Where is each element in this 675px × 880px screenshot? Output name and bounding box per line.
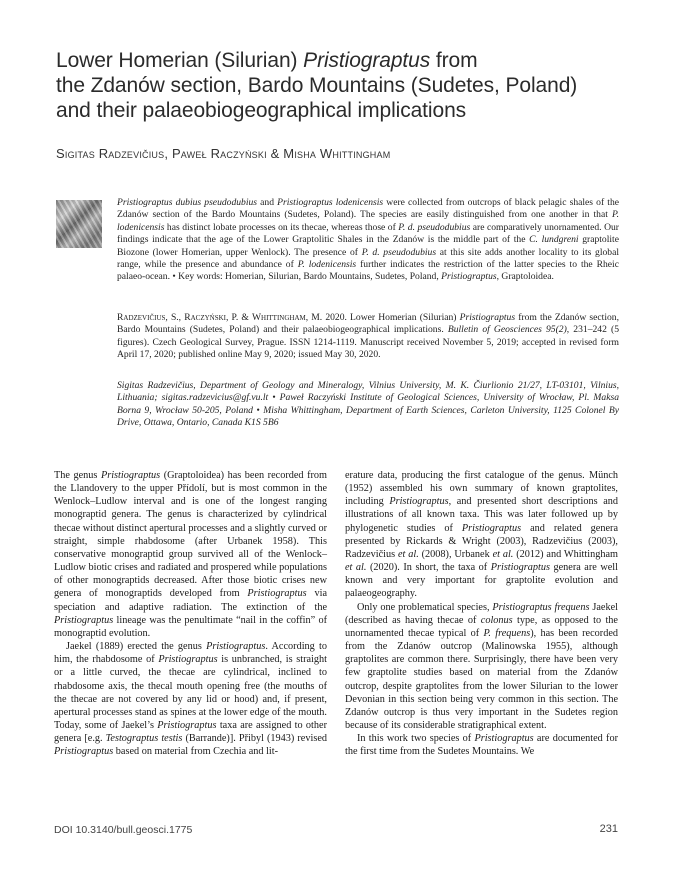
affiliation-text: Sigitas Radzevičius, Department of Geology and Mineralogy, Vilnius University, M. K. Čiurlionio 21/27, LT-03101, Vilnius, Lithuania; sigitas.radzevicius@gf.vu.lt • Paweł Raczyński Institute of Geological Sciences, University of Wrocław, Pl. Maksa Borna 9, Wrocław 50-205, Poland • Misha Whittingham, Department of Earth Sciences, Carleton University, 1125 Colonel By Drive, Ottawa, Ontario, Canada K1S 5B6 <box>117 380 619 429</box>
paragraph <box>345 732 618 758</box>
italic-term: Pristiograptus <box>157 719 217 731</box>
paragraph <box>54 640 327 758</box>
italic-term: Pristiograptus <box>100 470 161 481</box>
italic-term: Pristiograptus <box>158 654 218 666</box>
title-text: from <box>430 49 478 72</box>
text-run: In this work two species of <box>357 733 475 745</box>
citation-genus: Pristiograptus <box>459 312 516 323</box>
text-run: (Graptoloidea) has been recorded from the Llandovery to the upper Přídolí, but is most common in the Wenlock–Ludlow interval and is one of the longest ranging monograptid genera. The genus is characterized by cylindrical thecae without distinct apertural processes and a slightly curved or straight, simple rhabdosome (after Urbanek 1958). This conservative monograptid group survived all of the Wenlock–Ludlow biotic crises and radiated and prospered while populations of other monograptids decreased. After those biotic crises new genera of monograptids developed from <box>54 470 327 600</box>
citation-author: Whittingham <box>251 312 306 323</box>
body-column-right <box>345 469 618 758</box>
text-run: (2012) and Whittingham <box>513 548 619 560</box>
italic-term: Pristiograptus <box>247 588 307 600</box>
text-run: (2020). In short, the taxa of <box>366 562 491 574</box>
abstract-text: and <box>257 197 278 208</box>
abstract <box>117 197 619 284</box>
italic-term: et al. <box>492 548 514 560</box>
text-run: taxa are assigned to other genera [e.g. <box>54 719 327 745</box>
species-name: P. lodenicensis <box>117 209 619 233</box>
page-number: 231 <box>599 823 618 835</box>
citation-text: from the Zdanów section, Bardo Mountains (Sudetes, Poland) and their palaeobiogeographical implications. <box>117 312 619 336</box>
abstract-text: graptolite Biozone (lower Homerian, upper Wenlock). The presence of <box>117 234 619 258</box>
text-run: lineage was the penultimate “nail in the coffin” of monograptid evolution. <box>54 614 327 639</box>
species-name: Pristiograptus <box>441 271 497 283</box>
italic-term: Pristiograptus <box>490 562 550 574</box>
italic-term: Pristiograptus <box>206 641 266 653</box>
italic-term: Pristiograptus frequens <box>492 601 590 613</box>
citation-text: , 231–242 (5 figures). Czech Geological Survey, Prague. ISSN 1214-1119. Manuscript received November 5, 2019; accepted in revised form April 17, 2020; published online May 9, 2020; issued May 30, 2020. <box>117 324 619 361</box>
text-run: based on material from Czechia and lit- <box>113 746 279 758</box>
species-name: C. lundgreni <box>529 234 579 246</box>
abstract-text: further indicates the restriction of the latter species to the Rheic palaeo-ocean. • Key words: Homerian, Silurian, Bardo Mountains, Sudetes, Poland, <box>117 259 619 283</box>
italic-term: Pristiograptus <box>389 496 449 508</box>
citation-text: , S., <box>165 312 185 323</box>
text-run: genera are well known and very important for graptolite evolution and palaeogeography. <box>345 562 618 600</box>
species-name: P. d. pseudodubius <box>361 246 437 258</box>
species-name: P. lodenicensis <box>297 259 357 271</box>
doi-link[interactable]: DOI 10.3140/bull.geosci.1775 <box>54 824 193 836</box>
abstract-text: at this site adds another locality to its global range, while the presence and abundance of <box>117 246 620 271</box>
specimen-thumbnail-image <box>56 200 102 248</box>
text-run: (2008), Urbanek <box>418 548 493 560</box>
text-run: erature data, producing the first catalogue of the genus. Münch (1952) assembled his own summary of known graptolites, including <box>345 470 618 508</box>
abstract-text: are comparatively unornamented. Our findings indicate that the age of the Lower Graptolitic Shales in the Zdanów is the middle part of the <box>117 221 619 246</box>
citation-block <box>117 312 619 362</box>
text-run: Jaekel (1889) erected the genus <box>66 641 207 653</box>
text-run: . According to him, the rhabdosome of <box>54 641 327 666</box>
paragraph <box>345 601 618 733</box>
title-line-1 <box>56 48 616 73</box>
italic-term: Pristiograptus <box>54 614 114 626</box>
abstract-text: has distinct lobate processes on its thecae, whereas those of <box>164 221 399 233</box>
title-text: Lower Homerian (Silurian) <box>56 49 304 72</box>
title-line-3: and their palaeobiogeographical implications <box>56 99 467 122</box>
abstract-text: were collected from outcrops of black pelagic shales of the Zdanów section of the Bardo Mountains (Sudetes, Poland). The species are easily distinguished from one another in that <box>117 197 619 221</box>
citation-text: , M. 2020. Lower Homerian (Silurian) <box>305 312 460 323</box>
author-list: Sigitas Radzevičius, Paweł Raczyński & Misha Whittingham <box>56 146 391 161</box>
citation-text: , P. & <box>226 312 252 323</box>
article-title <box>56 48 616 123</box>
title-line-2: the Zdanów section, Bardo Mountains (Sudetes, Poland) <box>56 74 578 97</box>
italic-term: et al. <box>397 548 419 560</box>
paragraph <box>345 469 618 601</box>
citation-author: Raczyński <box>184 312 227 323</box>
paragraph <box>54 469 327 640</box>
text-run: (Barrande)]. Přibyl (1943) revised <box>182 733 327 745</box>
author-affiliations <box>117 380 619 430</box>
title-genus: Pristiograptus <box>303 49 431 72</box>
species-name: Pristiograptus dubius pseudodubius <box>117 197 258 208</box>
italic-term: Pristiograptus <box>461 522 522 534</box>
text-run: The genus <box>54 470 101 481</box>
abstract-text: , Graptoloidea. <box>496 271 554 283</box>
citation-author: Radzevičius <box>117 312 166 323</box>
italic-term: Testograptus testis <box>105 733 183 745</box>
text-run: Only one problematical species, <box>357 601 493 613</box>
text-run: via speciation and adaptive radiation. The extinction of the <box>54 588 327 613</box>
species-name: P. d. pseudodubius <box>398 221 471 233</box>
text-run: are documented for the first time from the Sudetes Mountains. We <box>345 733 618 758</box>
text-run: , and presented short descriptions and illustrations of all known taxa. This was later followed up by phylogenetic studies of <box>345 496 619 534</box>
text-run: is unbranched, is straight or a little curved, the thecae are cylindrical, inclined to rhabdosome axis, the thecal mouth opening free (the mouths of the thecae are not covered by any lid or hood) and, if present, apertural processes stand as spines at the lower edge of the mouth. Today, some of Jaekel’s <box>54 654 328 731</box>
text-run: Jaekel (described as having thecae of <box>345 601 618 626</box>
text-run: and related genera presented by Rickards & Wright (2003), Radzevičius (2003), Radzevičius <box>345 522 618 560</box>
text-run: ), has been recorded from the Zdanów outcrop (Malinowska 1955), although graptolites are common there. Surprisingly, there have been very few graptolite studies based on material from the Zdanów outcrop, despite graptolites from the lower Silurian to the lower Devonian in this section being very common in this section. The Zdanów outcrop is thus very important in the Sudetes region because of its considerable stratigraphical extent. <box>345 627 618 731</box>
body-column-left <box>54 469 327 758</box>
italic-term: et al. <box>345 562 367 574</box>
italic-term: P. frequens <box>483 627 531 639</box>
italic-term: colonus <box>480 614 513 626</box>
text-run: type, as opposed to the unornamented thecae typical of <box>345 614 618 639</box>
species-name: Pristiograptus lodenicensis <box>277 197 384 208</box>
italic-term: Pristiograptus <box>54 746 114 758</box>
italic-term: Pristiograptus <box>474 733 534 745</box>
journal-name: Bulletin of Geosciences 95(2) <box>447 324 567 336</box>
